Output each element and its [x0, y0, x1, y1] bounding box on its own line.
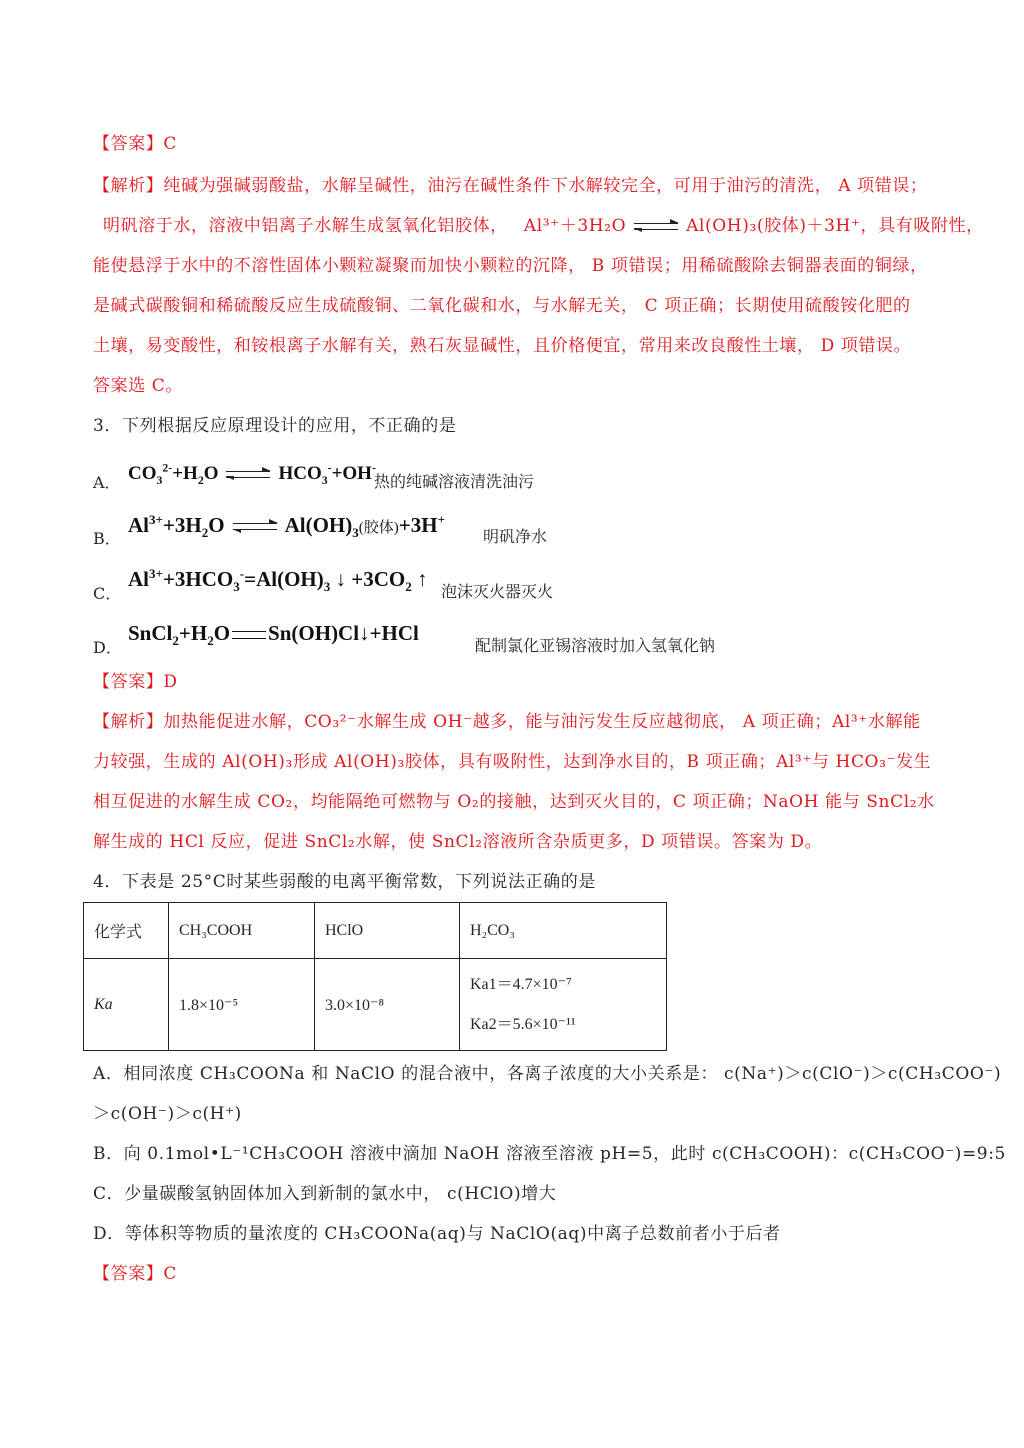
equilibrium-arrow-icon: [226, 468, 270, 482]
q3-option-b-equation: $Al^{3+}+3H_2O$ $Al(OH)_3$(胶体)+3H+: [128, 512, 446, 541]
ka1-carbonic: Ka1＝4.7×10⁻⁷: [470, 975, 572, 993]
q2-analysis-line-6: 答案选 C。: [93, 376, 184, 396]
ka-table-acid-hclo: HClO: [315, 903, 460, 959]
q3-option-c-letter: C．: [93, 584, 122, 603]
ka-value-acetic: 1.8×10⁻⁵: [169, 959, 315, 1051]
q3-option-d-equation: $SnCl_2+H_2O$ Sn(OH)Cl↓+HCl: [128, 621, 419, 649]
q3-option-b-note: 明矾净水: [483, 527, 548, 546]
q2-analysis-line-3: 能使悬浮于水中的不溶性固体小颗粒凝聚而加快小颗粒的沉降， B 项错误；用稀硫酸除去铜器表面的铜绿，: [93, 256, 928, 276]
q2-analysis-line-2-text: 明矾溶于水，溶液中铝离子水解生成氢氧化铝胶体，: [103, 216, 508, 236]
ka-table-row-label: Ka: [84, 959, 169, 1051]
q2-analysis-line-1: 【解析】纯碱为强碱弱酸盐，水解呈碱性，油污在碱性条件下水解较完全，可用于油污的清洗， A 项错误；: [93, 176, 928, 196]
ka-table-value-row: [84, 959, 667, 1051]
q4-answer: 【答案】C: [93, 1264, 178, 1284]
q4-option-a: A．相同浓度 CH₃COONa 和 NaClO 的混合液中，各离子浓度的大小关系是： c(Na⁺)＞c(ClO⁻)＞c(CH₃COO⁻): [93, 1064, 1002, 1084]
q4-option-d: D．等体积等物质的量浓度的 CH₃COONa(aq)与 NaClO(aq)中离子总数前者小于后者: [93, 1224, 781, 1244]
ka-table-header-row: [84, 903, 667, 959]
q3-analysis-line-3: 相互促进的水解生成 CO₂，均能隔绝可燃物与 O₂的接触，达到灭火目的，C 项正确；NaOH 能与 SnCl₂水: [93, 792, 935, 812]
ka2-carbonic: Ka2＝5.6×10⁻¹¹: [470, 1015, 576, 1033]
q3-analysis-line-4: 解生成的 HCl 反应，促进 SnCl₂水解，使 SnCl₂溶液所含杂质更多，D 项错误。答案为 D。: [93, 832, 823, 852]
q3-analysis-line-2: 力较强，生成的 Al(OH)₃形成 Al(OH)₃胶体，具有吸附性，达到净水目的，B 项正确；Al³⁺与 HCO₃⁻发生: [93, 752, 932, 772]
q3-answer: 【答案】D: [93, 672, 178, 692]
equilibrium-arrow-icon: [634, 220, 678, 234]
equals-sign-icon: [232, 631, 266, 639]
q3-option-d-letter: D．: [93, 638, 122, 657]
ka-table-acid-acetic: CH₃COOH: [169, 903, 315, 959]
q3-option-a-letter: A．: [93, 473, 121, 492]
q3-option-b-letter: B．: [93, 529, 121, 548]
q3-option-a-equation: $CO_3^{2-}+H_2O$ $HCO_3^-+OH^-$: [128, 461, 376, 487]
ka-table-header-label: 化学式: [84, 903, 169, 959]
ka-table-acid-carbonic: H₂CO₃: [460, 903, 667, 959]
q2-answer: 【答案】C: [93, 134, 178, 154]
q2-analysis-line-5: 土壤，易变酸性，和铵根离子水解有关，熟石灰显碱性，且价格便宜，常用来改良酸性土壤， D 项错误。: [93, 336, 912, 356]
q4-stem: 4．下表是 25°C时某些弱酸的电离平衡常数，下列说法正确的是: [93, 872, 596, 892]
equilibrium-arrow-icon: [233, 520, 277, 534]
q4-option-b: B．向 0.1mol•L⁻¹CH₃COOH 溶液中滴加 NaOH 溶液至溶液 pH=5，此时 c(CH₃COOH)：c(CH₃COO⁻)=9:5: [93, 1144, 1006, 1164]
ka-value-carbonic: [460, 959, 667, 1051]
q2-analysis-line-4: 是碱式碳酸铜和稀硫酸反应生成硫酸铜、二氧化碳和水，与水解无关， C 项正确；长期使用硫酸铵化肥的: [93, 296, 911, 316]
ka-value-hclo: 3.0×10⁻⁸: [315, 959, 460, 1051]
q3-option-d-note: 配制氯化亚锡溶液时加入氢氧化钠: [475, 636, 716, 655]
q3-option-c-note: 泡沫灭火器灭火: [441, 582, 554, 601]
ka-table: [83, 902, 667, 1051]
q3-option-a-note: 热的纯碱溶液清洗油污: [374, 472, 535, 491]
q4-option-c: C．少量碳酸氢钠固体加入到新制的氯水中， c(HClO)增大: [93, 1184, 557, 1204]
q3-analysis-line-1: 【解析】加热能促进水解，CO₃²⁻水解生成 OH⁻越多，能与油污发生反应越彻底， A 项正确；Al³⁺水解能: [93, 712, 921, 732]
q2-equation-right: Al(OH)₃(胶体)＋3H⁺，具有吸附性，: [686, 216, 984, 236]
q4-option-a-cont: ＞c(OH⁻)＞c(H⁺): [93, 1104, 242, 1124]
q3-stem: 3．下列根据反应原理设计的应用，不正确的是: [93, 416, 457, 436]
q3-option-c-equation: $Al^{3+}+3HCO_3^-=Al(OH)_3$ ↓ $+3CO_2$ ↑: [128, 566, 428, 595]
q2-analysis-line-2: [103, 214, 984, 238]
q2-equation-left: Al³⁺＋3H₂O: [523, 216, 627, 236]
